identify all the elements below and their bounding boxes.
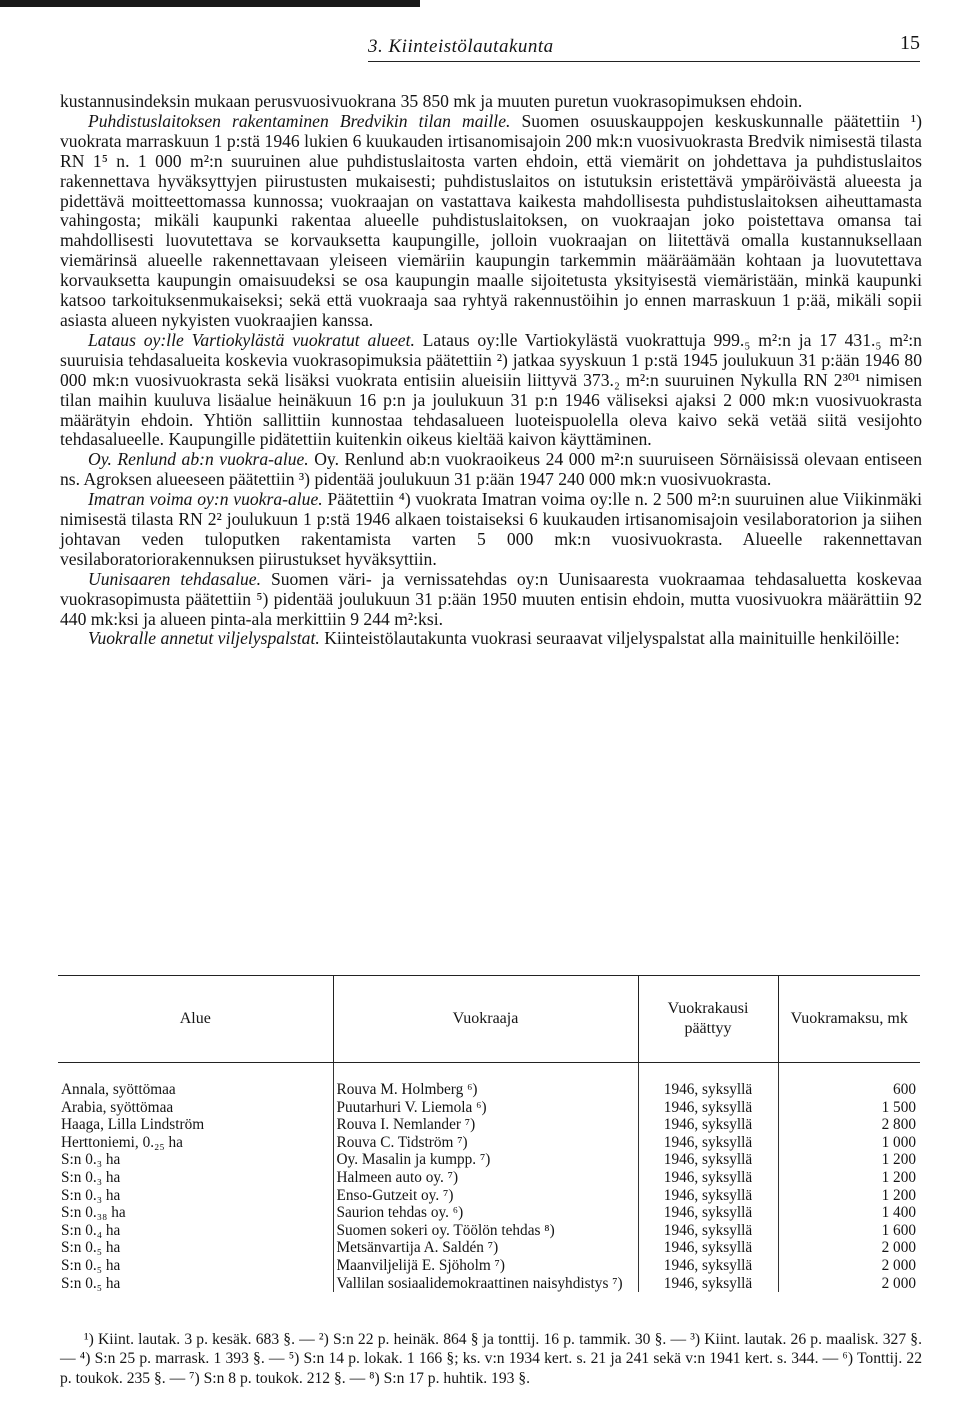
cell-vuokrakausi: 1946, syksyllä bbox=[638, 1116, 778, 1134]
body-text bbox=[60, 92, 922, 649]
cell-vuokramaksu: 1 400 bbox=[778, 1204, 920, 1222]
cell-vuokramaksu: 2 000 bbox=[778, 1257, 920, 1275]
lease-table bbox=[58, 975, 920, 1292]
column-header-alue: Alue bbox=[58, 976, 333, 1063]
table-row bbox=[58, 1116, 920, 1134]
cell-vuokraaja: Maanviljelijä E. Sjöholm ⁷) bbox=[333, 1257, 638, 1275]
table-row bbox=[58, 1169, 920, 1187]
table-row bbox=[58, 1063, 920, 1099]
paragraph-imatran bbox=[60, 490, 922, 570]
table-row bbox=[58, 1099, 920, 1117]
cell-vuokraaja: Metsänvartija A. Saldén ⁷) bbox=[333, 1239, 638, 1257]
cell-vuokraaja: Rouva M. Holmberg ⁶) bbox=[333, 1063, 638, 1099]
page-header bbox=[60, 30, 920, 66]
cell-vuokramaksu: 1 200 bbox=[778, 1151, 920, 1169]
cell-vuokramaksu: 2 000 bbox=[778, 1275, 920, 1293]
cell-vuokraaja: Puutarhuri V. Liemola ⁶) bbox=[333, 1099, 638, 1117]
cell-vuokraaja: Vallilan sosiaalidemokraattinen naisyhdistys ⁷) bbox=[333, 1275, 638, 1293]
cell-vuokramaksu: 1 500 bbox=[778, 1099, 920, 1117]
lease-table-wrapper bbox=[58, 975, 920, 1292]
cell-vuokraaja: Rouva I. Nemlander ⁷) bbox=[333, 1116, 638, 1134]
table-body bbox=[58, 1063, 920, 1293]
cell-vuokramaksu: 1 200 bbox=[778, 1169, 920, 1187]
running-head: 3. Kiinteistölautakunta bbox=[368, 36, 554, 57]
cell-alue: S:n 0.₅ ha bbox=[61, 1274, 121, 1292]
cell-vuokramaksu: 2 000 bbox=[778, 1239, 920, 1257]
paragraph-lead: Puhdistuslaitoksen rakentaminen Bredvikin tilan maille. bbox=[88, 110, 511, 131]
cell-vuokrakausi: 1946, syksyllä bbox=[638, 1187, 778, 1205]
cell-alue: S:n 0.₅ ha bbox=[61, 1239, 121, 1257]
cell-vuokrakausi: 1946, syksyllä bbox=[638, 1204, 778, 1222]
paragraph-lead: Imatran voima oy:n vuokra-alue. bbox=[88, 489, 323, 510]
paragraph-lataus bbox=[60, 331, 922, 450]
table-header-row bbox=[58, 976, 920, 1063]
cell-vuokraaja: Halmeen auto oy. ⁷) bbox=[333, 1169, 638, 1187]
paragraph-lead: Oy. Renlund ab:n vuokra-alue. bbox=[88, 449, 309, 470]
cell-alue: Herttoniemi, 0.₂₅ ha bbox=[61, 1133, 183, 1151]
top-edge-bar bbox=[0, 0, 420, 7]
column-header-vuokraaja: Vuokraaja bbox=[333, 976, 638, 1063]
paragraph-text: kustannusindeksin mukaan perusvuosivuokrana 35 850 mk ja muuten puretun vuokrasopimuksen ehdoin. bbox=[60, 91, 803, 111]
page-number: 15 bbox=[900, 32, 920, 54]
table-row bbox=[58, 1239, 920, 1257]
paragraph-text: Lataus oy:lle Vartiokylästä vuokrattuja 999.₅ m²:n ja 17 431.₅ m²:n suuruisia tehdasalueita koskevia vuokrasopimuksia päätettiin ²) jatkaa syyskuun 1 p:stä 1945 joulukuun 31 p:ään 1946 80 000 mk:n vuosivuokrasta sekä lisäksi vuokrata entisiin alueisiin liittyvä 373.₂ m²:n suuruinen Nykulla RN 2³⁰¹ nimisen tilan maihin kuuluva lisäalue heinäkuun 16 p:n ja joulukuun 31 p:n 1946 väliseksi ajaksi 2 000 mk:n vuosivuokrasta määrätyin ehdoin. Yhtiön sallittiin kunnostaa tehdasalueen luoteispuolella oleva kaivo sekä vetää siitä vesijohto tehdasalueelle. Kaupungille pidätettiin kuitenkin oikeus kieltää kaivon käyttäminen. bbox=[60, 329, 922, 450]
cell-vuokraaja: Suomen sokeri oy. Töölön tehdas ⁸) bbox=[333, 1222, 638, 1240]
cell-alue: S:n 0.₃ ha bbox=[61, 1186, 121, 1204]
cell-alue: Annala, syöttömaa bbox=[61, 1081, 176, 1098]
paragraph-text: Suomen väri- ja vernissatehdas oy:n Uunisaaresta vuokraamaa tehdasaluetta koskevaa vuokrasopimusta päätettiin ⁵) pidentää joulukuun 31 p:ään 1950 muuten entisin ehdoin, mutta vuosivuokra määrättiin 92 440 mk:ksi ja alueen pinta-ala merkittiin 9 244 m²:ksi. bbox=[60, 568, 922, 629]
cell-vuokraaja: Saurion tehdas oy. ⁶) bbox=[333, 1204, 638, 1222]
cell-alue: Haaga, Lilla Lindström bbox=[61, 1116, 205, 1134]
footnotes bbox=[60, 1330, 922, 1388]
column-header-vuokrakausi: Vuokrakausi päättyy bbox=[638, 976, 778, 1063]
cell-vuokramaksu: 600 bbox=[778, 1063, 920, 1099]
cell-vuokrakausi: 1946, syksyllä bbox=[638, 1151, 778, 1169]
cell-vuokramaksu: 1 000 bbox=[778, 1134, 920, 1152]
column-header-vuokramaksu: Vuokramaksu, mk bbox=[778, 976, 920, 1063]
header-rule bbox=[368, 61, 920, 62]
table-row bbox=[58, 1257, 920, 1275]
table-row bbox=[58, 1134, 920, 1152]
paragraph-viljelyspalstat bbox=[60, 629, 922, 649]
cell-alue: S:n 0.₄ ha bbox=[61, 1221, 121, 1239]
cell-vuokrakausi: 1946, syksyllä bbox=[638, 1134, 778, 1152]
table-row bbox=[58, 1222, 920, 1240]
paragraph-lead: Vuokralle annetut viljelyspalstat. bbox=[88, 628, 320, 649]
cell-vuokrakausi: 1946, syksyllä bbox=[638, 1239, 778, 1257]
cell-vuokraaja: Enso-Gutzeit oy. ⁷) bbox=[333, 1187, 638, 1205]
paragraph-uunisaari bbox=[60, 570, 922, 630]
paragraph-bredvik bbox=[60, 112, 922, 331]
paragraph-continuation bbox=[60, 92, 922, 112]
cell-vuokrakausi: 1946, syksyllä bbox=[638, 1257, 778, 1275]
cell-vuokraaja: Rouva C. Tidström ⁷) bbox=[333, 1134, 638, 1152]
cell-vuokramaksu: 1 200 bbox=[778, 1187, 920, 1205]
paragraph-renlund bbox=[60, 450, 922, 490]
cell-alue: Arabia, syöttömaa bbox=[61, 1098, 174, 1116]
table-row bbox=[58, 1151, 920, 1169]
cell-alue: S:n 0.₃ ha bbox=[61, 1151, 121, 1169]
cell-vuokrakausi: 1946, syksyllä bbox=[638, 1169, 778, 1187]
cell-alue: S:n 0.₃ ha bbox=[61, 1168, 121, 1186]
paragraph-text: Suomen osuuskauppojen keskuskunnalle päätettiin ¹) vuokrata marraskuun 1 p:stä 1946 lukien 6 kuukauden irtisanomisajoin 200 mk:n vuosivuokrasta Bredvik nimisestä tilasta RN 1⁵ n. 1 000 m²:n suuruinen alue puhdistuslaitosta varten ehdoin, että viemärit on johdettava ja puhdistuslaitos rakennettava hyväksyttyjen piirustusten mukaisesti; puhdistuslaitos on istutuksin eristettävä ympäröivästä alueesta ja pidettävä moitteettomassa kunnossa; vuokraajan on vastattava kaikesta mahdollisesta puhdistuslaitoksen aiheuttamasta vahingosta; mikäli kaupunki rakentaa alueelle puhdistuslaitoksen, on vuokraajan joko poistettava omansa tai mahdollisesti luovutettava se korvauksetta kaupungille, jolloin vuokraajan on liitettävä omalla kustannuksellaan viemärinsä alueelle rakennettavaan yleiseen viemäriin kaupungin tarkemmin määräämään kohtaan ja luovutettava korvauksetta kaupungin omaisuudeksi se osa kaupungin maalle sijoitetusta yksityisestä viemäristään, minkä kaupunki katsoo tarkoituksenmukaiseksi; sekä että vuokraaja saa ryhtyä rakennustöihin jo ennen marraskuun 1 p:ää, mikäli sopii asiasta alueen nykyisten vuokraajien kanssa. bbox=[60, 110, 922, 330]
cell-alue: S:n 0.₅ ha bbox=[61, 1256, 121, 1274]
paragraph-lead: Lataus oy:lle Vartiokylästä vuokratut alueet. bbox=[88, 329, 415, 350]
table-row bbox=[58, 1275, 920, 1293]
cell-vuokrakausi: 1946, syksyllä bbox=[638, 1222, 778, 1240]
paragraph-text: Päätettiin ⁴) vuokrata Imatran voima oy:lle n. 2 500 m²:n suuruinen alue Viikinmäki nimisestä tilasta RN 2² joulukuun 1 p:stä 1946 alkaen toistaiseksi 6 kuukauden irtisanomisajoin vesilaboratorion ja siihen johtavan veden tuloputken rakentamista varten 5 000 mk:n vuosivuokrasta. Alueelle rakennettavan vesilaboratoriorakennuksen piirustukset hyväksyttiin. bbox=[60, 489, 923, 569]
cell-vuokrakausi: 1946, syksyllä bbox=[638, 1275, 778, 1293]
cell-vuokramaksu: 2 800 bbox=[778, 1116, 920, 1134]
cell-vuokramaksu: 1 600 bbox=[778, 1222, 920, 1240]
cell-vuokrakausi: 1946, syksyllä bbox=[638, 1063, 778, 1099]
cell-alue: S:n 0.₃₈ ha bbox=[61, 1204, 126, 1222]
cell-vuokraaja: Oy. Masalin ja kumpp. ⁷) bbox=[333, 1151, 638, 1169]
paragraph-text: Oy. Renlund ab:n vuokraoikeus 24 000 m²:n suuruiseen Sörnäisissä olevaan entiseen ns. Agroksen alueeseen päätettiin ³) pidentää joulukuun 31 p:ään 1947 240 000 mk:n vuosivuokrasta. bbox=[60, 449, 923, 490]
footnote-text: ¹) Kiint. lautak. 3 p. kesäk. 683 §. — ²) S:n 22 p. heinäk. 864 § ja tonttij. 16 p. tammik. 30 §. — ³) Kiint. lautak. 26 p. maalisk. 327 §. — ⁴) S:n 25 p. marrask. 1 393 §. — ⁵) S:n 14 p. lokak. 1 166 §; ks. v:n 1934 kert. s. 21 ja 241 sekä v:n 1941 kert. s. 344. — ⁶) Tonttij. 22 p. toukok. 235 §. — ⁷) S:n 8 p. toukok. 212 §. — ⁸) S:n 17 p. huhtik. 193 §. bbox=[60, 1331, 922, 1387]
paragraph-text: Kiinteistölautakunta vuokrasi seuraavat viljelyspalstat alla mainituille henkilöille: bbox=[324, 628, 900, 649]
paragraph-lead: Uunisaaren tehdasalue. bbox=[88, 568, 261, 589]
table-row bbox=[58, 1204, 920, 1222]
table-row bbox=[58, 1187, 920, 1205]
cell-vuokrakausi: 1946, syksyllä bbox=[638, 1099, 778, 1117]
